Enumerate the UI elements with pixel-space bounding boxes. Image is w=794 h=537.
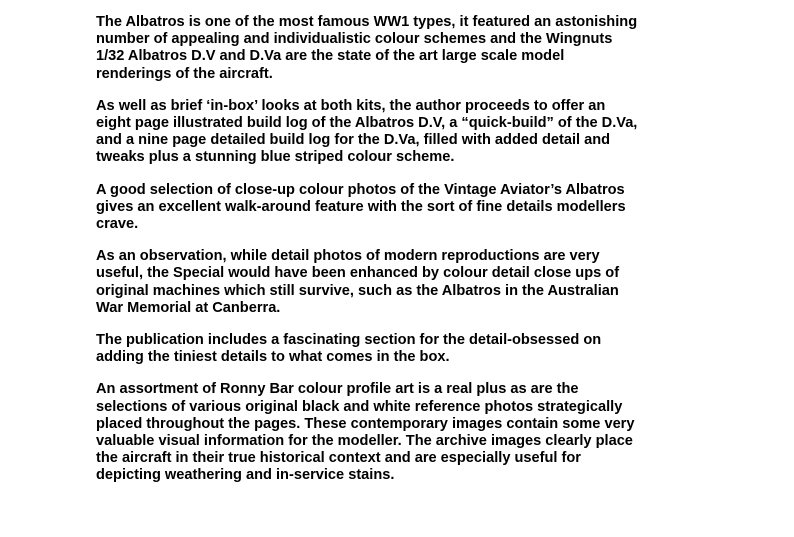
- paragraph-observation: [96, 248, 736, 317]
- text-line: An assortment of Ronny Bar colour profile art is a real plus as are the: [96, 381, 579, 398]
- document-body: [96, 14, 736, 500]
- text-line: The Albatros is one of the most famous WW1 types, it featured an astonishing: [96, 14, 638, 30]
- text-line: War Memorial at Canberra.: [96, 299, 281, 316]
- text-line: 1/32 Albatros D.V and D.Va are the state of the art large scale model: [96, 48, 565, 65]
- text-line: A good selection of close-up colour photos of the Vintage Aviator’s Albatros: [96, 181, 625, 198]
- text-line: gives an excellent walk-around feature with the sort of fine details modellers: [96, 198, 626, 215]
- text-line: adding the tiniest details to what comes in the box.: [96, 349, 450, 366]
- text-line: selections of various original black and white reference photos strategically: [96, 398, 623, 415]
- text-line: placed throughout the pages. These contemporary images contain some very: [96, 415, 635, 432]
- text-line: the aircraft in their true historical context and are especially useful for: [96, 450, 581, 467]
- text-line: As an observation, while detail photos of modern reproductions are very: [96, 248, 600, 265]
- text-line: and a nine page detailed build log for the D.Va, filled with added detail and: [96, 132, 611, 149]
- text-line: The publication includes a fascinating section for the detail-obsessed on: [96, 332, 602, 349]
- text-line: depicting weathering and in-service stains.: [96, 467, 395, 484]
- text-line: crave.: [96, 216, 139, 233]
- paragraph-profile-art: [96, 381, 736, 484]
- text-line: original machines which still survive, such as the Albatros in the Australian: [96, 282, 619, 299]
- paragraph-build-logs: [96, 98, 736, 167]
- text-line: renderings of the aircraft.: [96, 65, 273, 82]
- paragraph-detail-section: [96, 332, 736, 366]
- paragraph-walkaround: [96, 182, 736, 234]
- text-line: tweaks plus a stunning blue striped colour scheme.: [96, 149, 455, 166]
- text-line: eight page illustrated build log of the Albatros D.V, a “quick-build” of the D.Va,: [96, 115, 638, 132]
- text-line: useful, the Special would have been enhanced by colour detail close ups of: [96, 265, 620, 282]
- text-line: number of appealing and individualistic colour schemes and the Wingnuts: [96, 31, 613, 48]
- text-line: valuable visual information for the modeller. The archive images clearly place: [96, 433, 633, 450]
- paragraph-intro: [96, 14, 736, 83]
- text-line: As well as brief ‘in-box’ looks at both kits, the author proceeds to offer an: [96, 97, 606, 114]
